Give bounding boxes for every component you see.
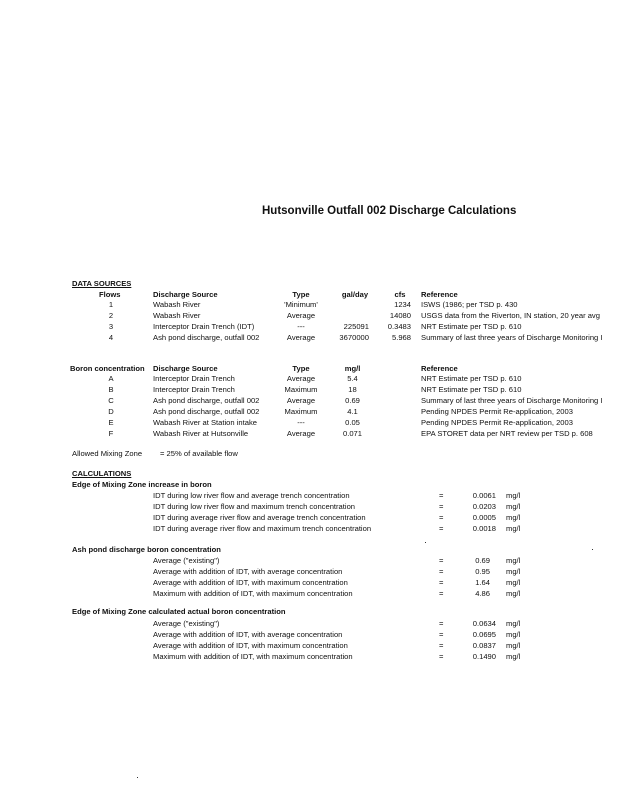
boron-mgl: 0.69 — [345, 396, 360, 405]
boron-row — [0, 385, 619, 395]
calc-label: Maximum with addition of IDT, with maximum concentration — [153, 589, 353, 598]
boron-type: Maximum — [284, 385, 318, 394]
boron-type: Maximum — [284, 407, 318, 416]
boron-row — [0, 429, 619, 439]
calc-label: Average with addition of IDT, with maximum concentration — [153, 641, 348, 650]
flow-id: 1 — [108, 300, 114, 309]
calc-label: Average ("existing") — [153, 556, 220, 565]
flow-reference: ISWS (1986; per TSD p. 430 — [421, 300, 518, 309]
flows-reference-header: Reference — [421, 290, 458, 299]
boron-row — [0, 407, 619, 417]
scan-speck — [592, 549, 593, 550]
calc-unit: mg/l — [506, 524, 521, 533]
calc-equals: = — [439, 513, 444, 522]
flows-label: Flows — [99, 290, 121, 299]
calc-value: 0.0203 — [472, 502, 496, 511]
boron-label: Boron concentration — [70, 364, 145, 373]
flow-row — [0, 311, 619, 321]
flow-source: Wabash River — [153, 300, 201, 309]
calc-equals: = — [439, 502, 444, 511]
boron-id: E — [108, 418, 114, 427]
calc-value: 1.64 — [475, 578, 490, 587]
boron-source: Ash pond discharge, outfall 002 — [153, 407, 260, 416]
boron-mgl: 18 — [348, 385, 357, 394]
calc-value: 0.0005 — [472, 513, 496, 522]
flow-galday: 225091 — [343, 322, 369, 331]
flows-galday-header: gal/day — [341, 290, 369, 299]
calc-equals: = — [439, 556, 444, 565]
boron-id: A — [108, 374, 114, 383]
calculations-heading: CALCULATIONS — [72, 469, 132, 478]
calc-row — [0, 578, 619, 588]
boron-mgl-header: mg/l — [344, 364, 361, 373]
boron-type: Average — [286, 374, 316, 383]
calc-value: 0.0695 — [472, 630, 496, 639]
mixing-zone-value: = 25% of available flow — [160, 449, 238, 458]
boron-source: Interceptor Drain Trench — [153, 385, 235, 394]
flow-cfs: 14080 — [389, 311, 411, 320]
calc-section-title: Ash pond discharge boron concentration — [72, 545, 221, 554]
boron-mgl: 0.05 — [345, 418, 360, 427]
calc-unit: mg/l — [506, 578, 521, 587]
boron-reference: Summary of last three years of Discharge Monitoring I — [421, 396, 603, 405]
calc-equals: = — [439, 491, 444, 500]
calc-equals: = — [439, 578, 444, 587]
boron-reference: Pending NPDES Permit Re-application, 2003 — [421, 407, 573, 416]
calc-value: 0.0634 — [472, 619, 496, 628]
flow-id: 4 — [108, 333, 114, 342]
boron-mgl: 4.1 — [347, 407, 358, 416]
calc-label: IDT during low river flow and maximum trench concentration — [153, 502, 356, 511]
calc-value: 0.0018 — [472, 524, 496, 533]
boron-source: Interceptor Drain Trench — [153, 374, 235, 383]
calc-equals: = — [439, 589, 444, 598]
scan-speck — [137, 777, 138, 778]
calc-unit: mg/l — [506, 556, 521, 565]
flow-cfs: 0.3483 — [387, 322, 411, 331]
boron-reference: EPA STORET data per NRT review per TSD p. 608 — [421, 429, 593, 438]
calc-unit: mg/l — [506, 567, 521, 576]
flow-type: Average — [286, 311, 316, 320]
calc-unit: mg/l — [506, 491, 521, 500]
flows-header-row — [0, 290, 619, 300]
flow-source: Wabash River — [153, 311, 201, 320]
boron-type: Average — [286, 396, 316, 405]
mixing-zone-label: Allowed Mixing Zone — [72, 449, 143, 458]
calc-row — [0, 491, 619, 501]
boron-source: Wabash River at Hutsonville — [153, 429, 249, 438]
flows-type-header: Type — [292, 290, 310, 299]
page-title: Hutsonville Outfall 002 Discharge Calculations — [262, 205, 517, 217]
boron-row — [0, 396, 619, 406]
calc-row — [0, 524, 619, 534]
boron-reference: NRT Estimate per TSD p. 610 — [421, 385, 522, 394]
flows-cfs-header: cfs — [394, 290, 406, 299]
flow-id: 2 — [108, 311, 114, 320]
calc-row — [0, 502, 619, 512]
boron-row — [0, 418, 619, 428]
boron-type-header: Type — [292, 364, 310, 373]
calc-equals: = — [439, 630, 444, 639]
calc-unit: mg/l — [506, 513, 521, 522]
boron-source: Wabash River at Station intake — [153, 418, 257, 427]
calc-value: 0.1490 — [472, 652, 496, 661]
calc-label: Average with addition of IDT, with maximum concentration — [153, 578, 348, 587]
flow-galday: 3670000 — [339, 333, 369, 342]
flow-cfs: 1234 — [394, 300, 411, 309]
flow-source: Interceptor Drain Trench (IDT) — [153, 322, 255, 331]
flow-cfs: 5.968 — [391, 333, 411, 342]
scan-speck — [425, 542, 426, 543]
calc-label: Average with addition of IDT, with average concentration — [153, 567, 343, 576]
flow-type: --- — [297, 322, 305, 331]
boron-id: F — [108, 429, 114, 438]
calc-unit: mg/l — [506, 641, 521, 650]
calc-label: Maximum with addition of IDT, with maximum concentration — [153, 652, 353, 661]
calc-row — [0, 556, 619, 566]
calc-section-title: Edge of Mixing Zone calculated actual boron concentration — [72, 607, 286, 616]
flow-row — [0, 322, 619, 332]
boron-reference: Pending NPDES Permit Re-application, 2003 — [421, 418, 573, 427]
calc-row — [0, 630, 619, 640]
calc-row — [0, 567, 619, 577]
flow-type: 'Minimum' — [284, 300, 318, 309]
boron-mgl: 5.4 — [347, 374, 358, 383]
calc-section-title: Edge of Mixing Zone increase in boron — [72, 480, 212, 489]
calc-value: 0.0837 — [472, 641, 496, 650]
boron-id: C — [108, 396, 114, 405]
flow-reference: Summary of last three years of Discharge Monitoring I — [421, 333, 603, 342]
calc-unit: mg/l — [506, 652, 521, 661]
calc-equals: = — [439, 524, 444, 533]
boron-header-row — [0, 364, 619, 374]
calc-equals: = — [439, 641, 444, 650]
calc-row — [0, 641, 619, 651]
boron-reference-header: Reference — [421, 364, 458, 373]
boron-row — [0, 374, 619, 384]
calc-value: 0.95 — [475, 567, 490, 576]
boron-id: B — [108, 385, 114, 394]
calc-label: Average ("existing") — [153, 619, 220, 628]
boron-reference: NRT Estimate per TSD p. 610 — [421, 374, 522, 383]
calc-value: 4.86 — [475, 589, 490, 598]
calc-label: Average with addition of IDT, with average concentration — [153, 630, 343, 639]
calc-unit: mg/l — [506, 630, 521, 639]
calc-label: IDT during average river flow and maximum trench concentration — [153, 524, 372, 533]
calc-row — [0, 619, 619, 629]
flow-id: 3 — [108, 322, 114, 331]
calc-equals: = — [439, 567, 444, 576]
calc-unit: mg/l — [506, 502, 521, 511]
boron-source-header: Discharge Source — [153, 364, 218, 373]
flow-reference: NRT Estimate per TSD p. 610 — [421, 322, 522, 331]
boron-source: Ash pond discharge, outfall 002 — [153, 396, 260, 405]
calc-value: 0.0061 — [472, 491, 496, 500]
boron-type: --- — [297, 418, 305, 427]
boron-id: D — [108, 407, 114, 416]
calc-unit: mg/l — [506, 619, 521, 628]
flow-source: Ash pond discharge, outfall 002 — [153, 333, 260, 342]
calc-row — [0, 589, 619, 599]
flow-row — [0, 333, 619, 343]
calc-label: IDT during low river flow and average trench concentration — [153, 491, 350, 500]
boron-type: Average — [286, 429, 316, 438]
calc-equals: = — [439, 652, 444, 661]
flow-type: Average — [286, 333, 316, 342]
calc-unit: mg/l — [506, 589, 521, 598]
flows-source-header: Discharge Source — [153, 290, 218, 299]
flow-row — [0, 300, 619, 310]
calc-label: IDT during average river flow and average trench concentration — [153, 513, 366, 522]
flow-reference: USGS data from the Riverton, IN station, 20 year avg — [421, 311, 600, 320]
calc-row — [0, 652, 619, 662]
calc-equals: = — [439, 619, 444, 628]
data-sources-heading: DATA SOURCES — [72, 279, 132, 288]
calc-value: 0.69 — [475, 556, 490, 565]
boron-mgl: 0.071 — [342, 429, 362, 438]
calc-row — [0, 513, 619, 523]
